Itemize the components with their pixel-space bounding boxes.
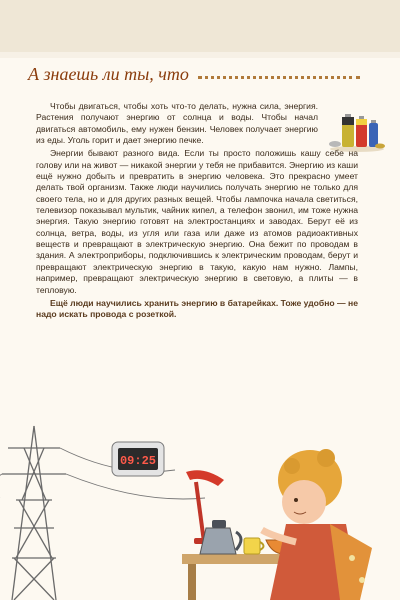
section-heading: А знаешь ли ты, что xyxy=(28,64,189,84)
kettle-icon xyxy=(200,520,241,554)
boy-figure-icon xyxy=(262,449,372,600)
alarm-clock-icon xyxy=(112,442,164,476)
header-band xyxy=(0,0,400,58)
paragraph: Чтобы двигаться, чтобы хоть что-то делать, нужна сила, энергия. Растения получают энергию от солнца и воды. Чтобы начал двигаться автомобиль, ему нужен бензин. Человек получает энергию из еды. Уголь горит и дает энергию печке. xyxy=(36,101,318,146)
cup-icon xyxy=(244,538,264,554)
paragraph: Ещё люди научились хранить энергию в батарейках. Тоже удобно — не надо искать провода с розеткой. xyxy=(36,297,358,320)
article-text xyxy=(36,101,358,323)
power-pylon-icon xyxy=(2,426,66,600)
paragraph: Энергии бывают разного вида. Если ты просто положишь кашу себе на голову или на живот — никакой энергии у тебя не прибавится. Энергию из каши ещё нужно добыть и превратить в энергию человека. Это прекрасно умеет делать твой организм. Также люди научились получать энергию не только для своего тела, но и для других разных вещей. Чтобы лампочка начала светиться, телевизор показывал мультик, чайник кипел, а телефон звонил, им тоже нужна энергия. Такую энергию готовят на электростанциях и заводах. Берут её из солнца, ветра, воды, из угля или газа или даже из атомов радиоактивных веществ и превращают в электрическую энергию. Она бежит по проводам в здания. А электроприборы, подключившись к электрическим проводам, берут и превращают электрическую энергию в такую, какую нам нужно. Лампы, например, превращают электрическую энергию в световую, а плиты — в тепловую. xyxy=(36,148,358,295)
clock-display: 09:25 xyxy=(119,454,157,468)
heading-dotted-rule xyxy=(198,76,360,79)
kitchen-scene-illustration xyxy=(0,408,400,600)
